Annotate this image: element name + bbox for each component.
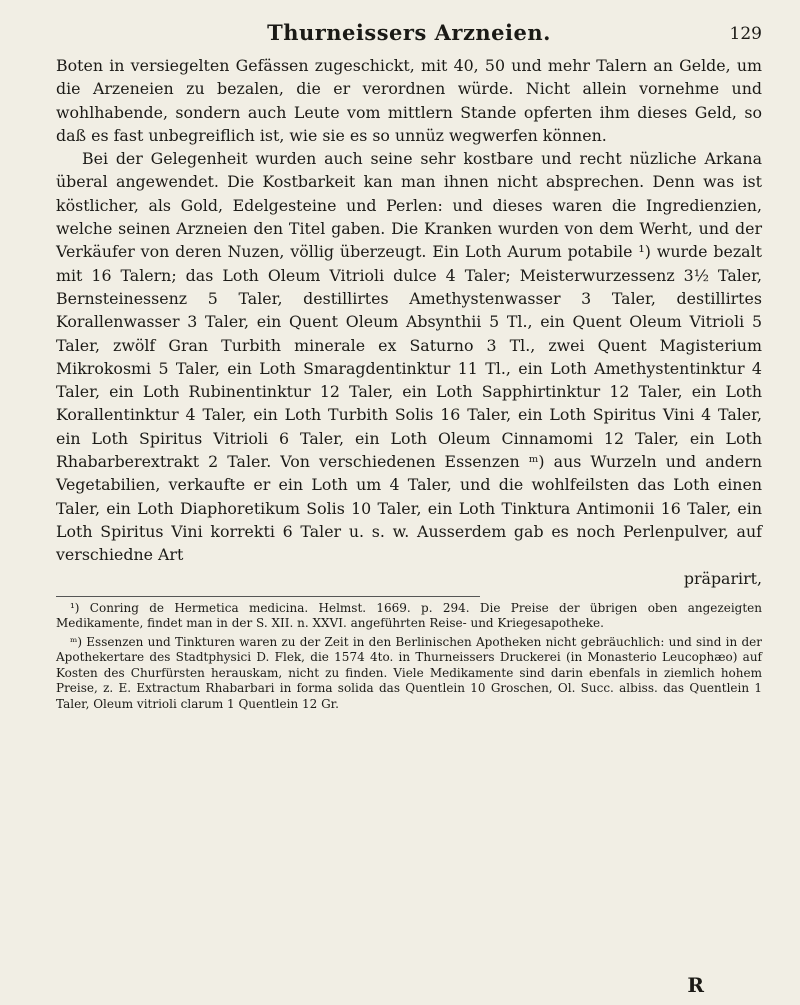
footnote: ᵐ) Essenzen und Tinkturen waren zu der Zeit in den Berlinischen Apotheken nicht gebräuchlich: und sind in der Apothekertare des Stadtphysici D. Flek, die 1574 4to. in Thurneissers Druckerei (in Monasterio Leucophæo) auf Kosten des Churfürsten herauskam, nicht zu finden. Viele Medikamente sind darin ebenfals in ziemlich hohem Preise, z. E. Extractum Rhabarbari in forma solida das Quentlein 10 Groschen, Ol. Succ. albiss. das Quentlein 1 Taler, Oleum vitrioli clarum 1 Quentlein 12 Gr. [56,634,762,711]
footnotes [56,601,762,713]
page-number: 129 [729,24,762,44]
footnote: ¹) Conring de Hermetica medicina. Helmst. 1669. p. 294. Die Preise der übrigen oben angezeigten Medikamente, findet man in der S. XII. n. XXVI. angeführten Reise- und Kriegesapotheke. [56,600,762,631]
paragraph: Boten in versiegelten Gefässen zugeschickt, mit 40, 50 und mehr Talern an Gelde, um die Arzeneien zu bezalen, die er verordnen würde. Nicht allein vornehme und wohlhabende, sondern auch Leute vom mittlern Stande opferten ihm dieses Geld, so daß es fast unbegreiflich ist, wie sie es so unnüz wegwerfen können. [56,56,762,145]
page-header [56,16,762,54]
signature-mark: R [687,973,704,997]
catchword-line: präparirt, [683,568,762,588]
footnote-divider [56,596,480,597]
running-head: Thurneissers Arzneien. [267,20,551,45]
main-text [56,54,762,590]
paragraph: Bei der Gelegenheit wurden auch seine sehr kostbare und recht nüzliche Arkana überal angewendet. Die Kostbarkeit kan man ihnen nicht absprechen. Denn was ist köstlicher, als Gold, Edelgesteine und Perlen: und dieses waren die Ingredienzien, welche seinen Arzneien den Titel gaben. Die Kranken wurden von dem Werht, und der Verkäufer von deren Nuzen, völlig überzeugt. Ein Loth Aurum potabile ¹) wurde bezalt mit 16 Talern; das Loth Oleum Vitrioli dulce 4 Taler; Meisterwurzessenz 3½ Taler, Bernsteinessenz 5 Taler, destillirtes Amethystenwasser 3 Taler, destillirtes Korallenwasser 3 Taler, ein Quent Oleum Absynthii 5 Tl., ein Quent Oleum Vitrioli 5 Taler, zwölf Gran Turbith minerale ex Saturno 3 Tl., zwei Quent Magisterium Mikrokosmi 5 Taler, ein Loth Smaragdentinktur 11 Tl., ein Loth Amethystentinktur 4 Taler, ein Loth Rubinentinktur 12 Taler, ein Loth Sapphirtinktur 12 Taler, ein Loth Korallentinktur 4 Taler, ein Loth Turbith Solis 16 Taler, ein Loth Spiritus Vini 4 Taler, ein Loth Spiritus Vitrioli 6 Taler, ein Loth Oleum Cinnamomi 12 Taler, ein Loth Rhabarberextrakt 2 Taler. Von verschiedenen Essenzen ᵐ) aus Wurzeln und andern Vegetabilien, verkaufte er ein Loth um 4 Taler, und die wohlfeilsten das Loth einen Taler, ein Loth Diaphoretikum Solis 10 Taler, ein Loth Tinktura Antimonii 16 Taler, ein Loth Spiritus Vini korrekti 6 Taler u. s. w. Ausserdem gab es noch Perlenpulver, auf verschiedne Art [56,149,762,565]
